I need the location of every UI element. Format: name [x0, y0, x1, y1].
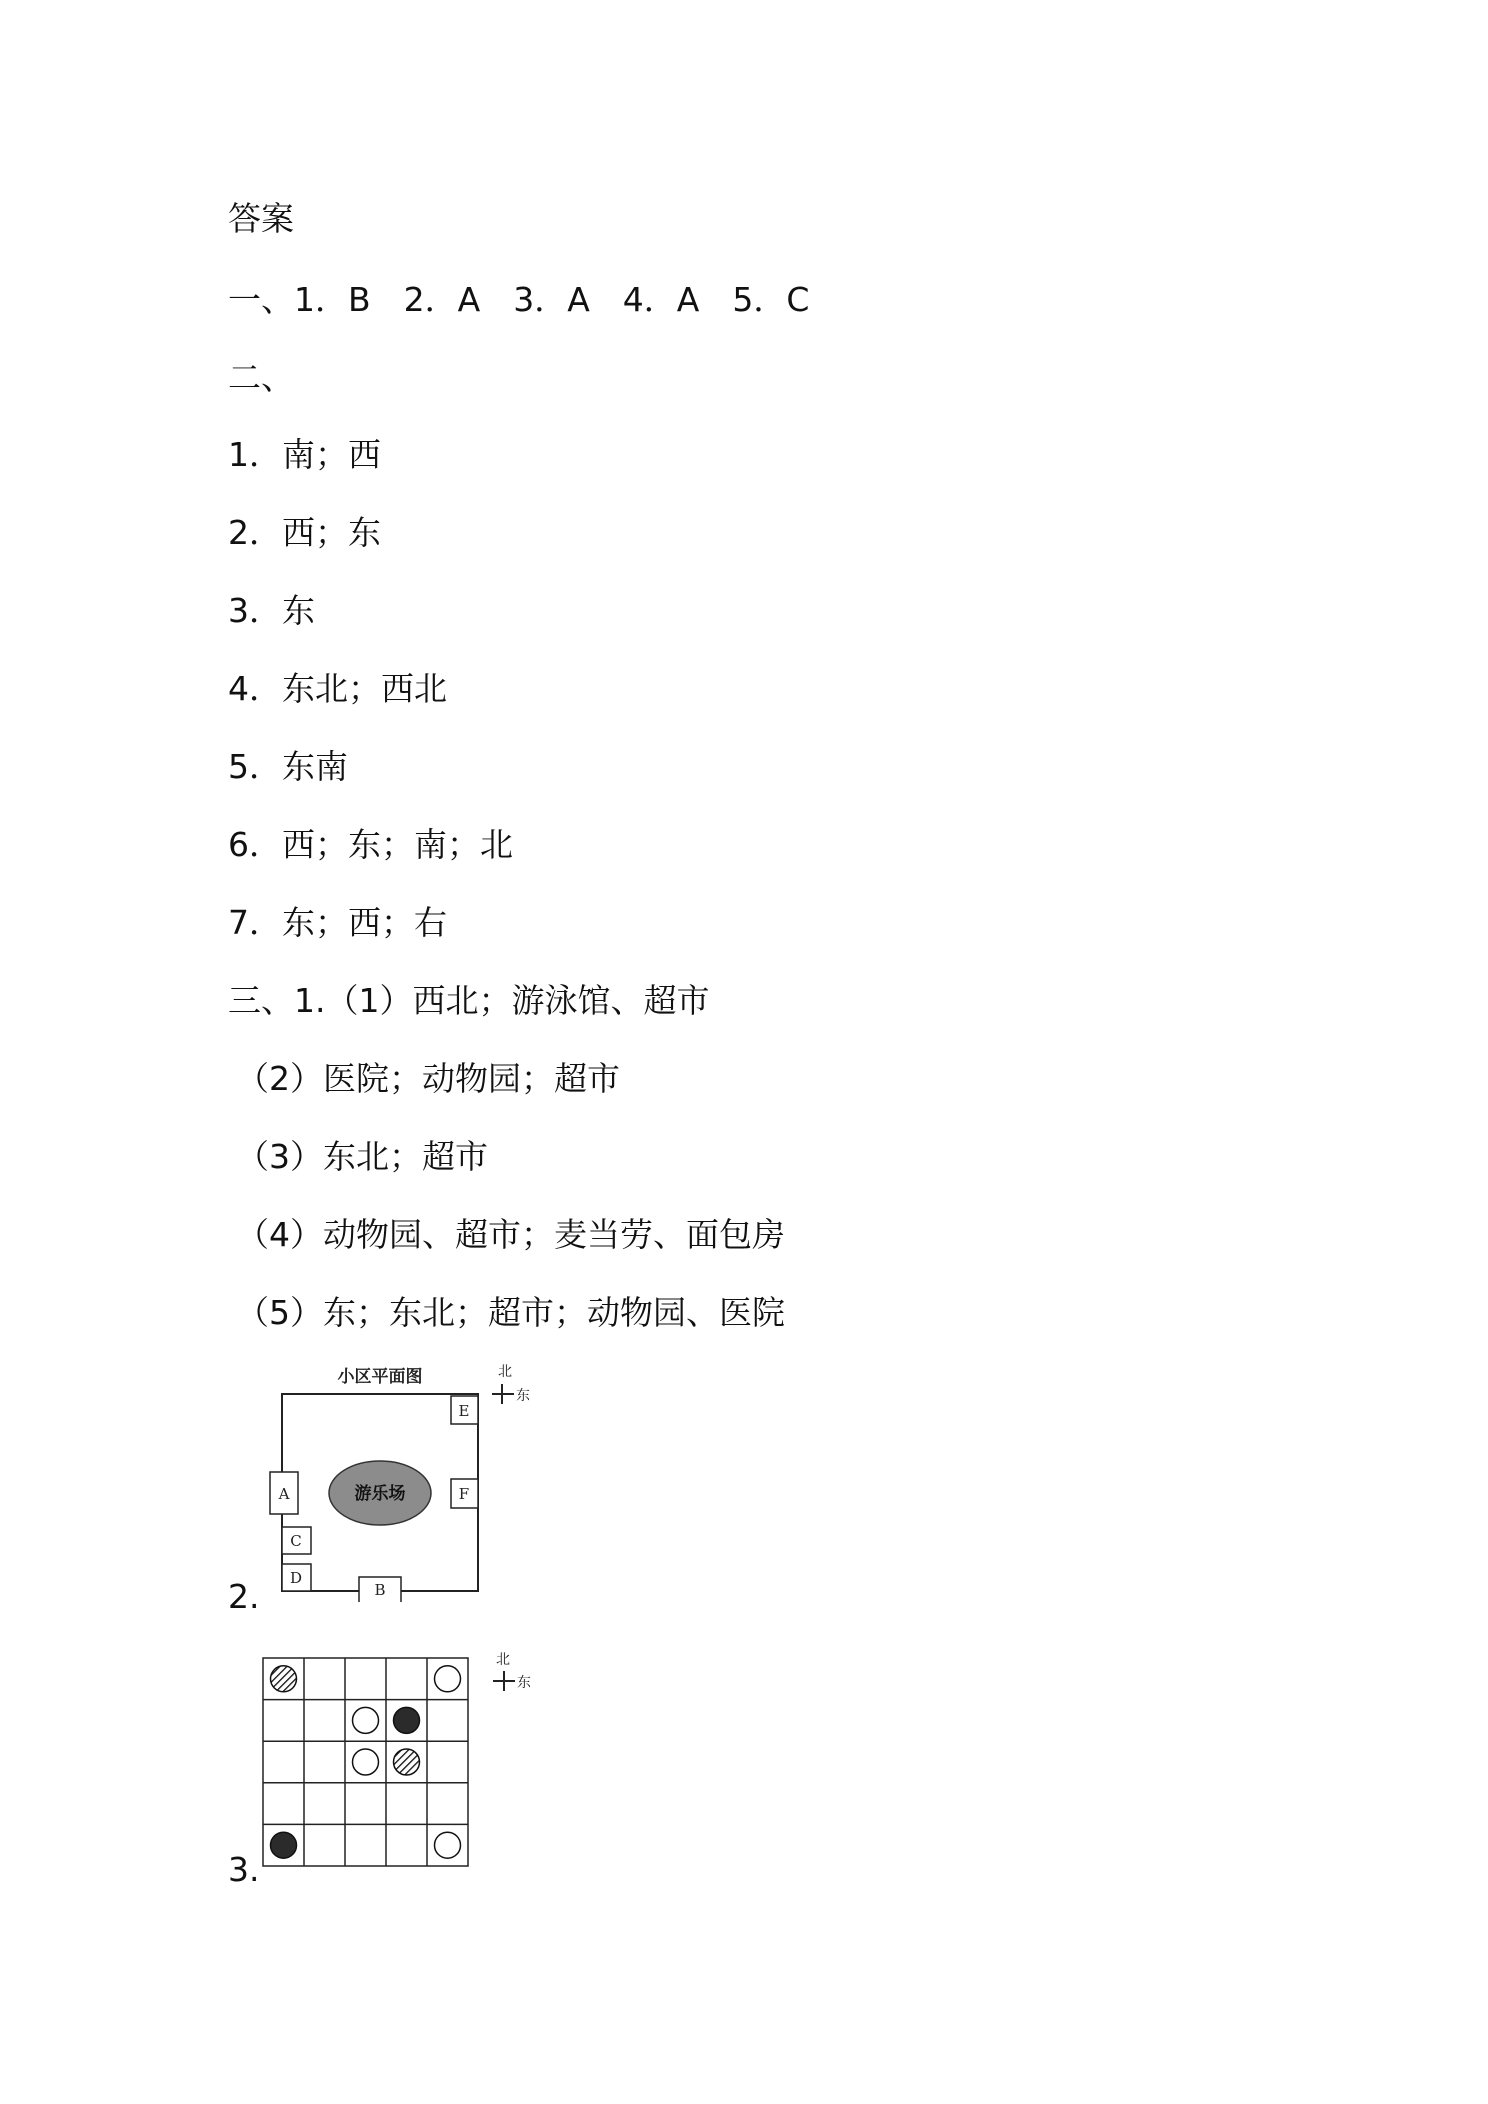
- building-b-label: B: [374, 1581, 386, 1599]
- compass-icon: [492, 1364, 530, 1404]
- white-piece: [353, 1707, 379, 1733]
- section-1-answers: 一、1．B 2．A 3．A 4．A 5．C: [228, 280, 810, 319]
- compass-north-label: 北: [498, 1364, 512, 1380]
- building-c-label: C: [290, 1532, 302, 1550]
- section-2-item: 3．东: [228, 591, 315, 630]
- section-2-item: 5．东南: [228, 747, 348, 786]
- section-2-item: 6．西；东；南；北: [228, 825, 513, 864]
- white-piece: [435, 1832, 461, 1858]
- hatched-piece: [394, 1749, 420, 1775]
- black-piece: [394, 1707, 420, 1733]
- section-3-sub-item: （3）东北；超市: [236, 1137, 488, 1176]
- section-2-item: 1．南；西: [228, 435, 381, 474]
- building-f-label: F: [458, 1485, 470, 1503]
- community-plan-figure: [262, 1362, 552, 1602]
- white-piece: [353, 1749, 379, 1775]
- section-3-sub-item: （2）医院；动物园；超市: [236, 1059, 620, 1098]
- section-2-heading: 二、: [228, 358, 294, 397]
- section-3-first-line: 三、1.（1）西北；游泳馆、超市: [228, 981, 710, 1020]
- figure-3-number: 3.: [228, 1850, 260, 1889]
- section-2-item: 2．西；东: [228, 513, 381, 552]
- section-3-sub-item: （4）动物园、超市；麦当劳、面包房: [236, 1215, 785, 1254]
- compass-east-label: 东: [517, 1675, 531, 1691]
- compass-north-label: 北: [496, 1652, 510, 1668]
- grid-figure: [258, 1645, 558, 1875]
- figure-2-number: 2.: [228, 1577, 260, 1616]
- black-piece: [271, 1832, 297, 1858]
- building-e-label: E: [458, 1402, 470, 1420]
- hatched-piece: [271, 1666, 297, 1692]
- answer-title: 答案: [228, 199, 294, 238]
- section-2-item: 7．东；西；右: [228, 903, 447, 942]
- section-3-sub-item: （5）东；东北；超市；动物园、医院: [236, 1293, 785, 1332]
- white-piece: [435, 1666, 461, 1692]
- compass-icon: [493, 1652, 531, 1691]
- section-2-item: 4．东北；西北: [228, 669, 447, 708]
- building-a-label: A: [278, 1485, 290, 1503]
- compass-east-label: 东: [516, 1388, 530, 1404]
- building-d-label: D: [289, 1569, 303, 1587]
- playground-label: 游乐场: [354, 1484, 406, 1504]
- figure-2-title: 小区平面图: [337, 1367, 423, 1387]
